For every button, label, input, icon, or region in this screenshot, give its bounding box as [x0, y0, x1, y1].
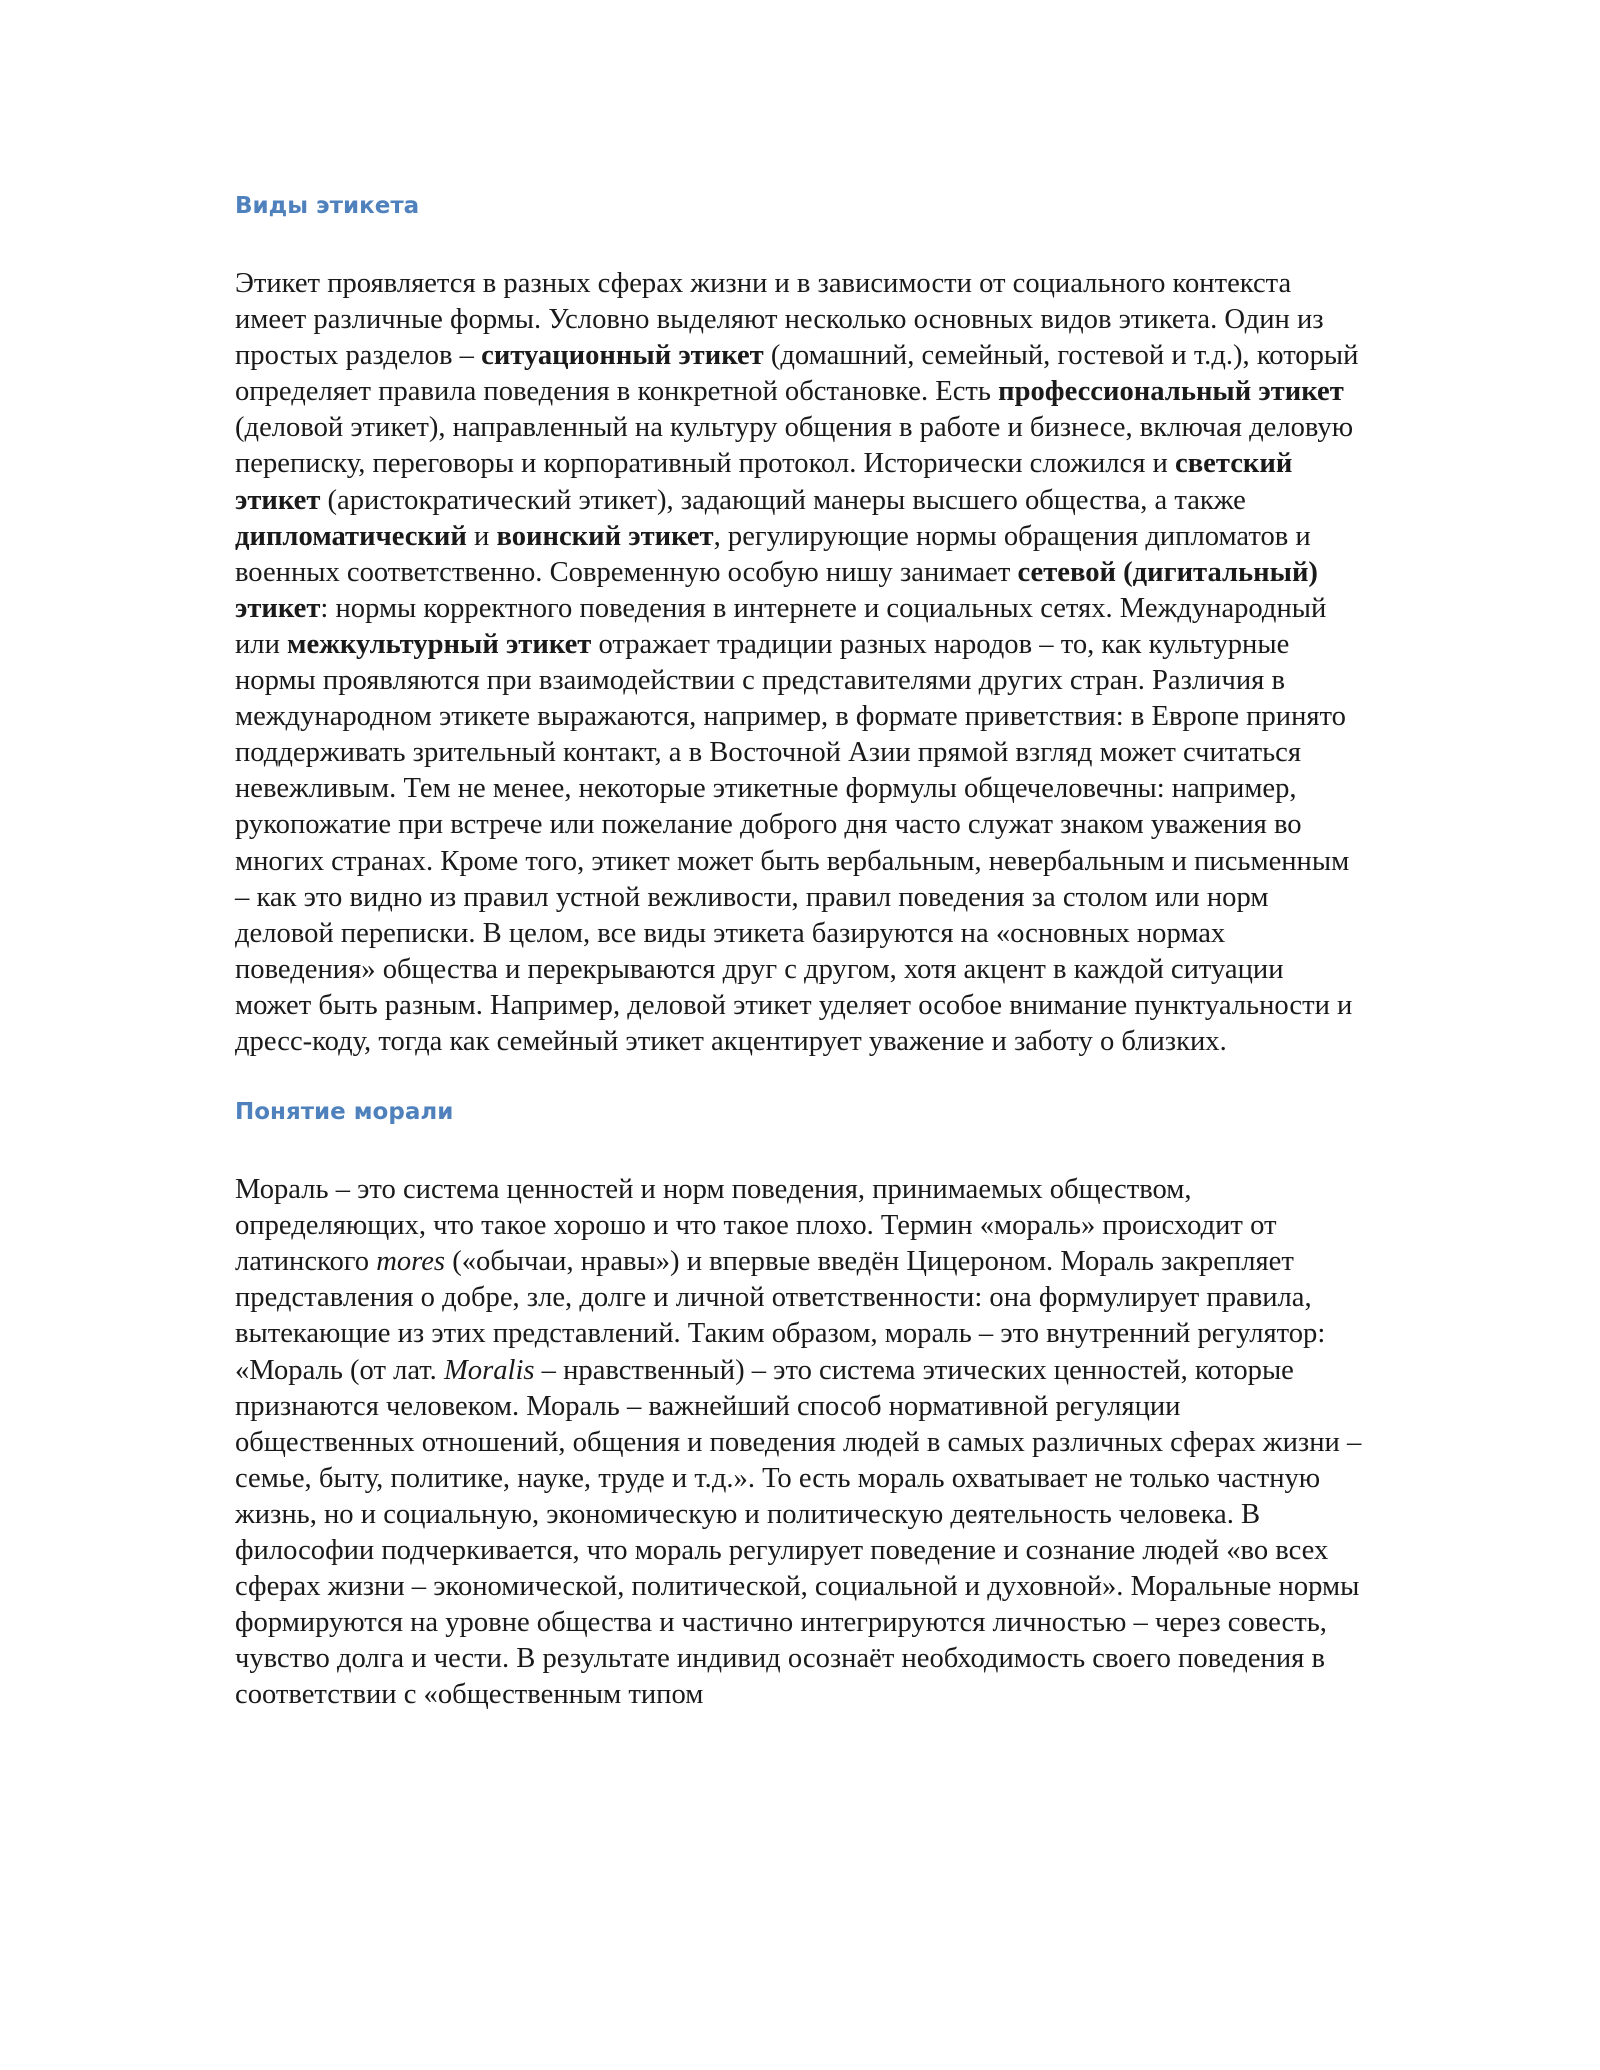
section-heading: Виды этикета — [235, 193, 420, 219]
italic-term: mores — [376, 1246, 446, 1278]
italic-term: Moralis — [443, 1354, 535, 1386]
section-etiquette-types — [235, 190, 1365, 1060]
text-run: , регулирующие нормы обращения дипломатов и военных соответственно. Современную особую нишу занимает — [235, 520, 1311, 588]
body-paragraph — [235, 266, 1365, 1060]
text-run: (аристократический этикет), задающий манеры высшего общества, а также — [320, 484, 1246, 516]
text-run: (домашний, семейный, гостевой и т.д.), который определяет правила поведения в конкретной обстановке. Есть — [235, 340, 1359, 408]
bold-term: воинский этикет — [496, 520, 714, 552]
text-run: Этикет проявляется в разных сферах жизни и в зависимости от социального контекста имеет различные формы. Условно выделяют несколько основных видов этикета. Один из простых разделов – — [235, 268, 1324, 372]
bold-term: ситуационный этикет — [481, 340, 764, 372]
text-run: отражает традиции разных народов – то, как культурные нормы проявляются при взаимодействии с представителями других стран. Различия в международном этикете выражаются, например, в формате приветствия: в Европе принято поддерживать зрительный контакт, а в Восточной Азии прямой взгляд может считаться невежливым. Тем не менее, некоторые этикетные формулы общечеловечны: например, рукопожатие при встрече или пожелание доброго дня часто служат знаком уважения во многих странах. Кроме того, этикет может быть вербальным, невербальным и письменным – как это видно из правил устной вежливости, правил поведения за столом или норм деловой переписки. В целом, все виды этикета базируются на «основных нормах поведения» общества и перекрываются друг с другом, хотя акцент в каждой ситуации может быть разным. Например, деловой этикет уделяет особое внимание пунктуальности и дресс-коду, тогда как семейный этикет акцентирует уважение и заботу о близких. — [235, 628, 1353, 1057]
text-run: («обычаи, нравы») и впервые введён Цицероном. Мораль закрепляет представления о добре, зле, долге и личной ответственности: она формулирует правила, вытекающие из этих представлений. Таким образом, мораль – это внутренний регулятор: «Мораль (от лат. — [235, 1246, 1326, 1386]
body-paragraph — [235, 1172, 1365, 1713]
text-run: Мораль – это система ценностей и норм поведения, принимаемых обществом, определяющих, что такое хорошо и что такое плохо. Термин «мораль» происходит от латинского — [235, 1174, 1277, 1278]
bold-term: профессиональный этикет — [998, 376, 1344, 408]
document-body — [235, 190, 1365, 1713]
text-run: и — [466, 520, 497, 552]
bold-term: сетевой (дигитальный) этикет — [235, 556, 1318, 624]
bold-term: межкультурный этикет — [287, 628, 592, 660]
bold-term: светский этикет — [235, 448, 1293, 516]
bold-term: дипломатический — [235, 520, 467, 552]
text-run: (деловой этикет), направленный на культуру общения в работе и бизнесе, включая деловую переписку, переговоры и корпоративный протокол. Исторически сложился и — [235, 412, 1354, 480]
text-run: : нормы корректного поведения в интернете и социальных сетях. Международный или — [235, 592, 1327, 660]
section-morality-concept — [235, 1096, 1365, 1713]
section-heading: Понятие морали — [235, 1099, 454, 1126]
text-run: – нравственный) – это система этических ценностей, которые признаются человеком. Мораль – важнейший способ нормативной регуляции общественных отношений, общения и поведения людей в самых различных сферах жизни – семье, быту, политике, науке, труде и т.д.». То есть мораль охватывает не только частную жизнь, но и социальную, экономическую и политическую деятельность человека. В философии подчеркивается, что мораль регулирует поведение и сознание людей «во всех сферах жизни – экономической, политической, социальной и духовной». Моральные нормы формируются на уровне общества и частично интегрируются личностью – через совесть, чувство долга и чести. В результате индивид осознаёт необходимость своего поведения в соответствии с «общественным типом — [235, 1354, 1362, 1711]
